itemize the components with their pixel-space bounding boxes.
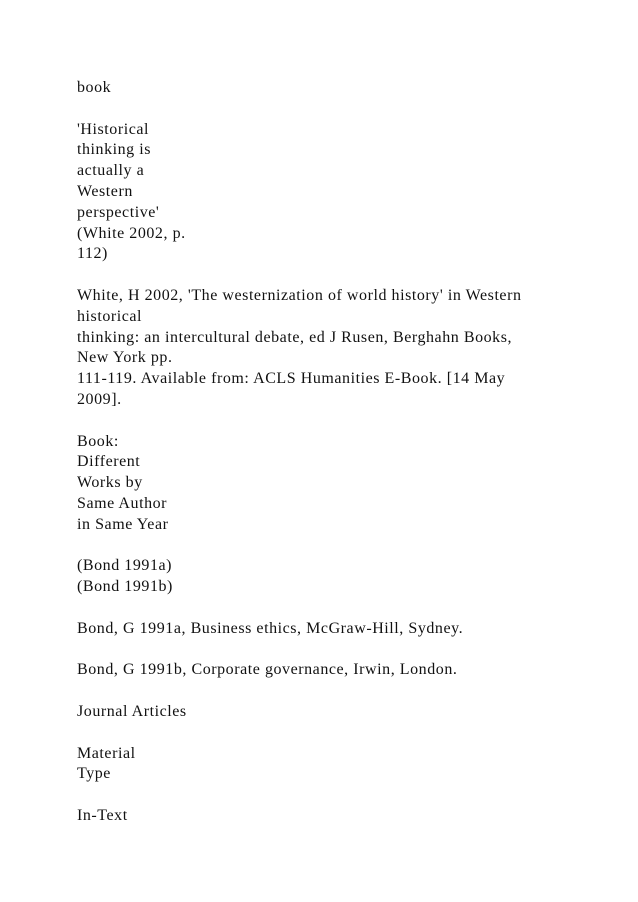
material-type-label: Book: bbox=[77, 432, 119, 450]
reference-line: thinking: an intercultural debate, ed J Rusen, Berghahn Books, bbox=[77, 328, 513, 346]
text-line: 'Historical bbox=[77, 120, 150, 138]
reference-line: White, H 2002, 'The westernization of world history' in Western bbox=[77, 286, 522, 304]
blank-line bbox=[77, 265, 577, 286]
text-line: perspective' bbox=[77, 203, 160, 221]
blank-line bbox=[77, 681, 577, 702]
blank-line bbox=[77, 723, 577, 744]
column-heading: Material bbox=[77, 744, 136, 762]
blank-line bbox=[77, 99, 577, 120]
text-line: thinking is bbox=[77, 141, 152, 159]
reference-line: historical bbox=[77, 307, 143, 325]
reference-line: 111-119. Available from: ACLS Humanities E-Book. [14 May bbox=[77, 370, 506, 388]
material-type-label: Same Author bbox=[77, 494, 168, 512]
blank-line bbox=[77, 640, 577, 661]
reference-line: New York pp. bbox=[77, 349, 173, 367]
text-line: Western bbox=[77, 182, 133, 200]
text-line: book bbox=[77, 79, 112, 96]
blank-line bbox=[77, 536, 577, 557]
blank-line bbox=[77, 411, 577, 432]
reference-line: 2009]. bbox=[77, 390, 122, 408]
reference-line: Bond, G 1991a, Business ethics, McGraw-Hill, Sydney. bbox=[77, 619, 464, 637]
column-heading: In-Text bbox=[77, 806, 128, 824]
column-heading: Type bbox=[77, 765, 111, 783]
reference-line: Bond, G 1991b, Corporate governance, Irwin, London. bbox=[77, 661, 458, 679]
document-body bbox=[77, 78, 577, 827]
blank-line bbox=[77, 598, 577, 619]
text-line: (White 2002, p. bbox=[77, 224, 186, 242]
in-text-citation: (Bond 1991b) bbox=[77, 578, 173, 596]
text-line: actually a bbox=[77, 162, 145, 180]
section-heading: Journal Articles bbox=[77, 702, 187, 720]
blank-line bbox=[77, 785, 577, 806]
material-type-label: in Same Year bbox=[77, 515, 169, 533]
text-line: 112) bbox=[77, 245, 108, 263]
in-text-citation: (Bond 1991a) bbox=[77, 557, 173, 575]
material-type-label: Different bbox=[77, 453, 141, 471]
material-type-label: Works by bbox=[77, 474, 143, 492]
